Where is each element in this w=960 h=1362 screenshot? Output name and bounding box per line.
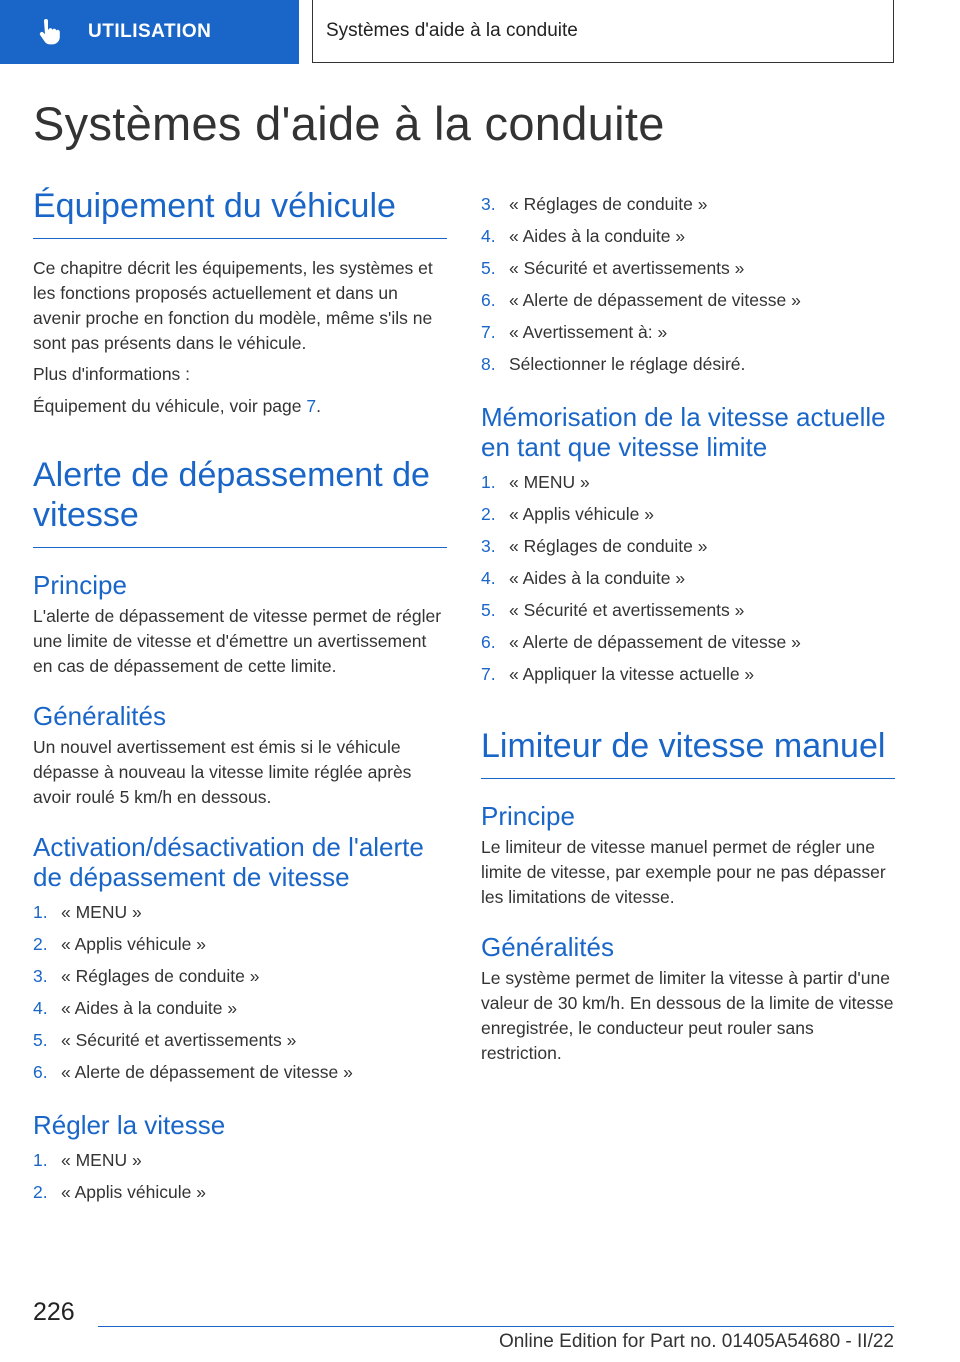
list-item — [33, 928, 447, 960]
subheading-regler: Régler la vitesse — [33, 1110, 226, 1140]
right-column — [481, 188, 895, 1066]
paragraph-principe: L'alerte de dépassement de vitesse permet de régler une limite de vitesse et d'émettre un avertissement en cas de dépassement de cette limite. — [33, 606, 442, 676]
step-text: « Alerte de dépassement de vitesse » — [509, 632, 801, 652]
section-title-limiteur: Limiteur de vitesse manuel — [481, 726, 895, 779]
section-title-alerte: Alerte de dépassement de vitesse — [33, 455, 447, 548]
step-number: 6. — [33, 1062, 48, 1082]
footer-edition: Online Edition for Part no. 01405A54680 - II/22 — [498, 1331, 894, 1352]
list-item — [33, 1024, 447, 1056]
section-tab — [0, 0, 299, 64]
step-number: 6. — [481, 290, 496, 310]
subheading-memorisation: Mémorisation de la vitesse actuelle en tant que vitesse limite — [481, 402, 886, 462]
step-text: « Sécurité et avertissements » — [509, 600, 745, 620]
chapter-header — [312, 0, 894, 63]
step-number: 3. — [481, 194, 496, 214]
step-text: « Réglages de conduite » — [61, 966, 260, 986]
step-number: 2. — [33, 1182, 48, 1202]
list-item — [33, 992, 447, 1024]
list-item — [33, 1176, 447, 1208]
list-item — [33, 960, 447, 992]
step-text: « Sécurité et avertissements » — [509, 258, 745, 278]
section-label: UTILISATION — [88, 21, 212, 42]
step-number: 3. — [481, 536, 496, 556]
left-column — [33, 186, 447, 1208]
step-number: 1. — [481, 472, 496, 492]
step-number: 7. — [481, 664, 496, 684]
footer-divider — [98, 1326, 894, 1327]
list-item — [481, 498, 895, 530]
list-item — [481, 316, 895, 348]
step-text: Sélectionner le réglage désiré. — [509, 354, 746, 374]
list-item — [481, 658, 895, 690]
list-item — [481, 220, 895, 252]
memorisation-steps — [481, 466, 895, 690]
step-number: 5. — [33, 1030, 48, 1050]
list-item — [481, 594, 895, 626]
list-item — [481, 466, 895, 498]
reference-end: . — [316, 396, 321, 416]
page-title: Systèmes d'aide à la conduite — [33, 97, 665, 150]
reference-text: Équipement du véhicule, voir page — [33, 396, 307, 416]
subheading-activation: Activation/désactivation de l'alerte de dépassement de vitesse — [33, 832, 424, 892]
page-reference — [33, 394, 447, 419]
step-text: « MENU » — [509, 472, 590, 492]
step-number: 5. — [481, 258, 496, 278]
paragraph-generalites-limiteur: Le système permet de limiter la vitesse à partir d'une valeur de 30 km/h. En dessous de la limite de vitesse enregistrée, le conducteur peut rouler sans restriction. — [481, 968, 894, 1063]
step-text: « Réglages de conduite » — [509, 536, 708, 556]
step-number: 4. — [481, 568, 496, 588]
chapter-label: Systèmes d'aide à la conduite — [326, 20, 578, 41]
step-number: 8. — [481, 354, 496, 374]
hand-pointer-icon — [34, 17, 64, 47]
step-number: 1. — [33, 1150, 48, 1170]
step-text: « Réglages de conduite » — [509, 194, 708, 214]
list-item — [481, 626, 895, 658]
regler-steps-continued — [481, 188, 895, 380]
subheading-principe-limiteur: Principe — [481, 801, 575, 831]
step-text: « Alerte de dépassement de vitesse » — [509, 290, 801, 310]
regler-steps — [33, 1144, 447, 1208]
step-number: 2. — [481, 504, 496, 524]
step-number: 6. — [481, 632, 496, 652]
list-item — [33, 1144, 447, 1176]
step-text: « MENU » — [61, 1150, 142, 1170]
step-number: 2. — [33, 934, 48, 954]
paragraph-more-info: Plus d'informations : — [33, 364, 191, 384]
page-reference-link[interactable]: 7 — [306, 396, 317, 416]
list-item — [481, 562, 895, 594]
section-title-equipement: Équipement du véhicule — [33, 186, 447, 239]
paragraph-generalites: Un nouvel avertissement est émis si le véhicule dépasse à nouveau la vitesse limite réglée après avoir roulé 5 km/h en dessous. — [33, 737, 412, 807]
step-text: « Avertissement à: » — [509, 322, 668, 342]
step-text: « Alerte de dépassement de vitesse » — [61, 1062, 353, 1082]
list-item — [481, 252, 895, 284]
step-text: « MENU » — [61, 902, 142, 922]
subheading-principe: Principe — [33, 570, 127, 600]
list-item — [481, 348, 895, 380]
step-text: « Aides à la conduite » — [509, 568, 686, 588]
step-text: « Applis véhicule » — [61, 934, 206, 954]
step-text: « Aides à la conduite » — [61, 998, 238, 1018]
step-number: 7. — [481, 322, 496, 342]
step-number: 3. — [33, 966, 48, 986]
step-text: « Applis véhicule » — [509, 504, 654, 524]
subheading-generalites: Généralités — [33, 701, 166, 731]
activation-steps — [33, 896, 447, 1088]
paragraph-principe-limiteur: Le limiteur de vitesse manuel permet de régler une limite de vitesse, par exemple pour ne pas dépasser les limitations de vitesse. — [481, 837, 886, 907]
paragraph-intro: Ce chapitre décrit les équipements, les systèmes et les fonctions proposés actuellement et dans un avenir proche en fonction du modèle, même s'ils ne sont pas présents dans le véhicule. — [33, 258, 433, 353]
step-text: « Appliquer la vitesse actuelle » — [509, 664, 755, 684]
page-number: 226 — [33, 1298, 75, 1326]
list-item — [481, 188, 895, 220]
subheading-generalites-limiteur: Généralités — [481, 932, 614, 962]
step-number: 4. — [33, 998, 48, 1018]
step-text: « Aides à la conduite » — [509, 226, 686, 246]
step-number: 1. — [33, 902, 48, 922]
list-item — [481, 284, 895, 316]
step-text: « Sécurité et avertissements » — [61, 1030, 297, 1050]
list-item — [33, 896, 447, 928]
list-item — [481, 530, 895, 562]
step-text: « Applis véhicule » — [61, 1182, 206, 1202]
step-number: 5. — [481, 600, 496, 620]
list-item — [33, 1056, 447, 1088]
step-number: 4. — [481, 226, 496, 246]
